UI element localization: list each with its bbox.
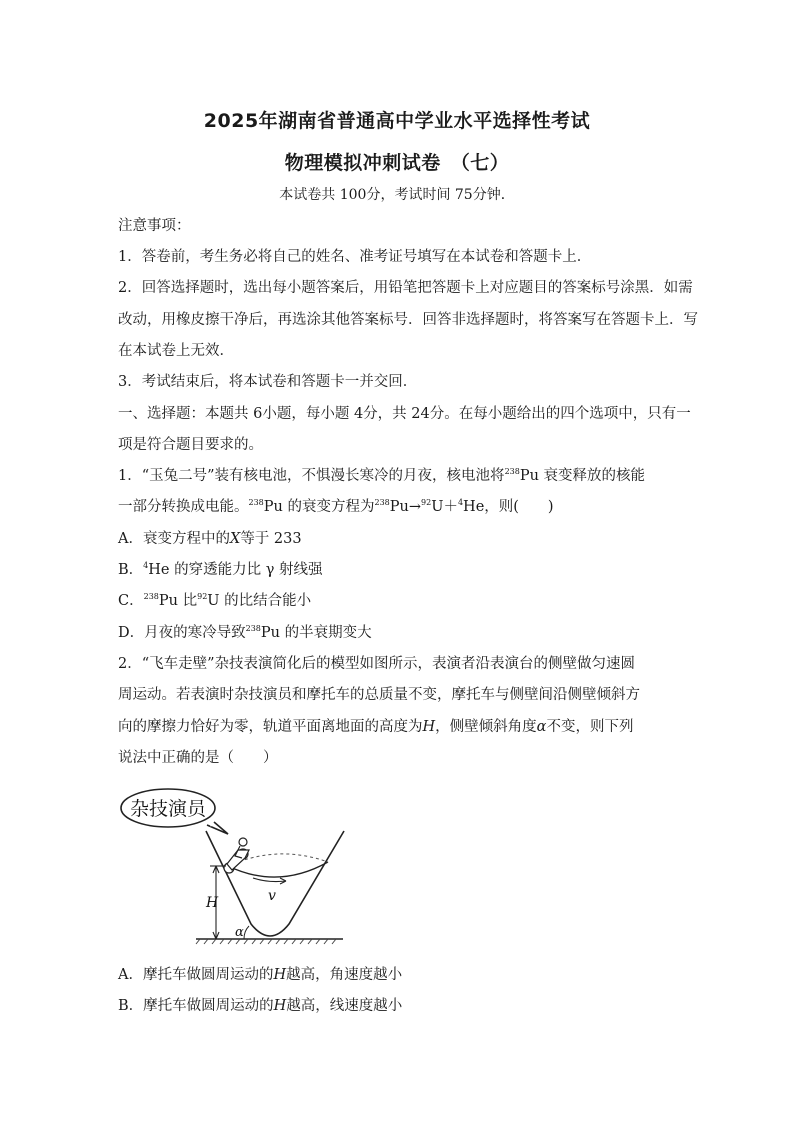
q1-text: Pu 衰变释放的核能 — [519, 468, 646, 484]
option-text: D．月夜的寒冷导致 — [118, 625, 246, 641]
label-alpha: α — [235, 925, 244, 940]
q2-stem-line-3 — [118, 718, 683, 736]
option-text: A．摩托车做圆周运动的 — [118, 967, 274, 983]
variable-h: H — [273, 998, 287, 1014]
mass-number: 238 — [504, 467, 520, 476]
option-text: 越高，线速度越小 — [286, 998, 403, 1014]
section-1-line-1: 一、选择题：本题共 6小题，每小题 4分，共 24分。在每小题给出的四个选项中，只有一 — [118, 406, 691, 422]
mass-number: 238 — [374, 498, 390, 507]
option-text: A．衰变方程中的 — [118, 531, 230, 547]
q1-text: 1．“玉兔二号”装有核电池，不惧漫长寒冷的月夜，核电池将 — [118, 468, 505, 484]
motorbike-rider-icon — [224, 838, 249, 873]
mass-number: 4 — [143, 561, 149, 570]
note-2-line-3: 在本试卷上无效． — [118, 343, 234, 359]
variable-h: H — [273, 967, 287, 983]
q1-option-a — [118, 530, 683, 548]
option-text: Pu 的半衰期变大 — [260, 625, 372, 641]
q2-option-b — [118, 997, 683, 1015]
q1-text: He，则( ) — [463, 499, 554, 515]
note-2-line-1: 2．回答选择题时，选出每小题答案后，用铅笔把答题卡上对应题目的答案标号涂黑．如需 — [118, 280, 693, 296]
mass-number: 238 — [248, 498, 264, 507]
q2-text: 不变，则下列 — [546, 719, 634, 735]
atomic-number: 92 — [197, 592, 208, 601]
atomic-number: 92 — [421, 498, 432, 507]
q1-option-d — [118, 624, 683, 642]
exam-subtitle: 物理模拟冲刺试卷 （七） — [284, 152, 510, 174]
q1-text: 一部分转换成电能。 — [118, 499, 249, 515]
q1-text: Pu 的衰变方程为 — [263, 499, 375, 515]
q2-text: 向的摩擦力恰好为零，轨道平面离地面的高度为 — [118, 719, 423, 735]
speech-bubble-join — [210, 820, 212, 826]
notes-heading: 注意事项： — [118, 218, 191, 234]
option-text: He 的穿透能力比 γ 射线强 — [148, 562, 323, 578]
q1-option-b — [118, 561, 683, 579]
q1-stem-line-2 — [118, 498, 683, 516]
wall-of-death-figure — [118, 786, 358, 946]
option-text: 越高，角速度越小 — [286, 967, 403, 983]
q2-text: ，侧壁倾斜角度 — [435, 719, 537, 735]
q1-text: U＋ — [431, 499, 458, 515]
q1-text: Pu→ — [389, 499, 422, 515]
note-3: 3．考试结束后，将本试卷和答题卡一并交回． — [118, 374, 418, 390]
track-front — [228, 862, 328, 877]
exam-info: 本试卷共 100分，考试时间 75分钟． — [279, 187, 515, 203]
option-text: C． — [118, 593, 144, 609]
q1-option-c — [118, 592, 683, 610]
q2-stem-line-2: 周运动。若表演时杂技演员和摩托车的总质量不变，摩托车与侧壁间沿侧壁倾斜方 — [118, 687, 640, 703]
bowl-wall — [206, 831, 344, 936]
bubble-label: 杂技演员 — [129, 798, 207, 820]
exam-title: 2025年湖南省普通高中学业水平选择性考试 — [203, 110, 591, 132]
q1-stem-line-1 — [118, 467, 683, 485]
option-text: U 的比结合能小 — [207, 593, 312, 609]
mass-number: 238 — [245, 624, 261, 633]
mass-number: 238 — [143, 592, 159, 601]
angle-arc — [244, 926, 249, 939]
q2-stem-line-1: 2．“飞车走壁”杂技表演简化后的模型如图所示，表演者沿表演台的侧壁做匀速圆 — [118, 656, 636, 672]
variable-h: H — [422, 719, 436, 735]
section-1-line-2: 项是符合题目要求的。 — [118, 437, 263, 453]
note-2-line-2: 改动，用橡皮擦干净后，再选涂其他答案标号．回答非选择题时，将答案写在答题卡上．写 — [118, 312, 698, 328]
option-text: B．摩托车做圆周运动的 — [118, 998, 274, 1014]
option-text: 等于 233 — [240, 531, 302, 547]
q2-option-a — [118, 966, 683, 984]
option-text: B． — [118, 562, 144, 578]
variable-x: X — [229, 531, 241, 547]
mass-number: 4 — [457, 498, 464, 507]
label-v: v — [268, 888, 276, 904]
label-h: H — [206, 895, 219, 911]
q2-stem-line-4: 说法中正确的是（ ） — [118, 750, 278, 766]
note-1: 1．答卷前，考生务必将自己的姓名、准考证号填写在本试卷和答题卡上． — [118, 249, 592, 265]
variable-alpha: α — [536, 719, 547, 735]
option-text: Pu 比 — [158, 593, 198, 609]
